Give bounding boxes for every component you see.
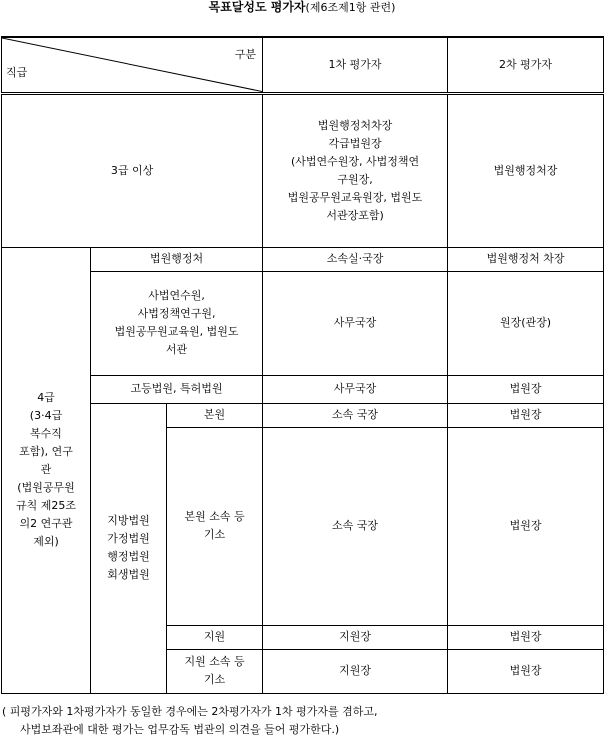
high-courts-first: 사무국장 bbox=[263, 375, 448, 403]
court-admin-second: 법원행정처 차장 bbox=[448, 247, 604, 271]
main-court-row bbox=[2, 403, 604, 427]
main-court-sub: 본원 bbox=[167, 403, 263, 427]
main-affiliated-second: 법원장 bbox=[448, 427, 604, 625]
diagonal-line bbox=[2, 38, 262, 92]
text-line: (3·4급 bbox=[29, 409, 63, 422]
grade3-row bbox=[2, 93, 604, 247]
text-line: 본원 소속 등 bbox=[184, 510, 245, 523]
text-line: 서관 bbox=[165, 343, 188, 356]
institutes-row bbox=[2, 271, 604, 375]
text-line: 기소 bbox=[203, 528, 226, 541]
grade3-label: 3급 이상 bbox=[2, 93, 263, 247]
text-line: 제외) bbox=[33, 535, 59, 548]
text-line: 각급법원장 bbox=[328, 136, 382, 150]
court-admin-first: 소속실·국장 bbox=[263, 247, 448, 271]
institutes-first: 사무국장 bbox=[263, 271, 448, 375]
high-courts-row bbox=[2, 375, 604, 403]
title-sub: (제6조제1항 관련) bbox=[305, 1, 396, 14]
text-line: (법원공무원 bbox=[17, 481, 75, 494]
grade3-first-evaluator bbox=[263, 93, 448, 247]
main-affiliated-first: 소속 국장 bbox=[263, 427, 448, 625]
header-diagonal-cell bbox=[2, 37, 263, 93]
text-line: 기소 bbox=[203, 673, 226, 686]
title-main: 목표달성도 평가자 bbox=[208, 0, 306, 14]
main-affiliated-sub bbox=[167, 427, 263, 625]
text-line: 관 bbox=[40, 463, 52, 476]
header-second-evaluator: 2차 평가자 bbox=[448, 37, 604, 93]
high-courts-second: 법원장 bbox=[448, 375, 604, 403]
text-line: 법원공무원교육원장, 법원도 bbox=[287, 190, 423, 204]
text-line: 사법연수원, bbox=[148, 289, 205, 302]
branch-first: 지원장 bbox=[263, 625, 448, 649]
evaluator-table bbox=[1, 36, 604, 694]
header-grade: 직급 bbox=[6, 65, 28, 79]
text-line: 행정법원 bbox=[107, 550, 150, 563]
branch-second: 법원장 bbox=[448, 625, 604, 649]
main-court-second: 법원장 bbox=[448, 403, 604, 427]
court-admin-row bbox=[2, 247, 604, 271]
branch-affiliated-first: 지원장 bbox=[263, 649, 448, 693]
text-line: 복수직 bbox=[30, 427, 62, 440]
footnote bbox=[2, 703, 602, 739]
text-line: 4급 bbox=[37, 391, 55, 404]
text-line: 규칙 제25조 bbox=[16, 499, 76, 512]
main-court-first: 소속 국장 bbox=[263, 403, 448, 427]
court-admin-org: 법원행정처 bbox=[91, 247, 263, 271]
text-line: 의2 연구관 bbox=[19, 517, 73, 530]
text-line: (사법연수원장, 사법정책연 bbox=[290, 154, 420, 168]
text-line: 지원 소속 등 bbox=[184, 655, 245, 668]
text-line: 지방법원 bbox=[107, 514, 150, 527]
footnote-line-2: 사법보좌관에 대한 평가는 업무감독 법관의 의견을 들어 평가한다.) bbox=[20, 723, 340, 736]
text-line: 사법정책연구원, bbox=[137, 307, 216, 320]
branch-sub: 지원 bbox=[167, 625, 263, 649]
branch-affiliated-second: 법원장 bbox=[448, 649, 604, 693]
district-courts-org bbox=[91, 403, 167, 693]
header-first-evaluator: 1차 평가자 bbox=[263, 37, 448, 93]
text-line: 법원행정처차장 bbox=[317, 118, 393, 132]
footnote-line-1: ( 피평가자와 1차평가자가 동일한 경우에는 2차평가자가 1차 평가자를 겸하고, bbox=[2, 705, 378, 718]
institutes-org bbox=[91, 271, 263, 375]
header-row bbox=[2, 37, 604, 93]
text-line: 가정법원 bbox=[107, 532, 150, 545]
text-line: 구원장, bbox=[337, 172, 373, 186]
institutes-second: 원장(관장) bbox=[448, 271, 604, 375]
grade3-second-evaluator: 법원행정처장 bbox=[448, 93, 604, 247]
text-line: 회생법원 bbox=[107, 568, 150, 581]
header-category: 구분 bbox=[234, 48, 257, 61]
branch-affiliated-sub bbox=[167, 649, 263, 693]
high-courts-org: 고등법원, 특허법원 bbox=[91, 375, 263, 403]
text-line: 서관장포함) bbox=[326, 208, 384, 222]
document-title bbox=[0, 0, 604, 15]
text-line: 포함), 연구 bbox=[19, 445, 73, 458]
grade4-label bbox=[2, 247, 91, 693]
text-line: 법원공무원교육원, 법원도 bbox=[114, 325, 239, 338]
